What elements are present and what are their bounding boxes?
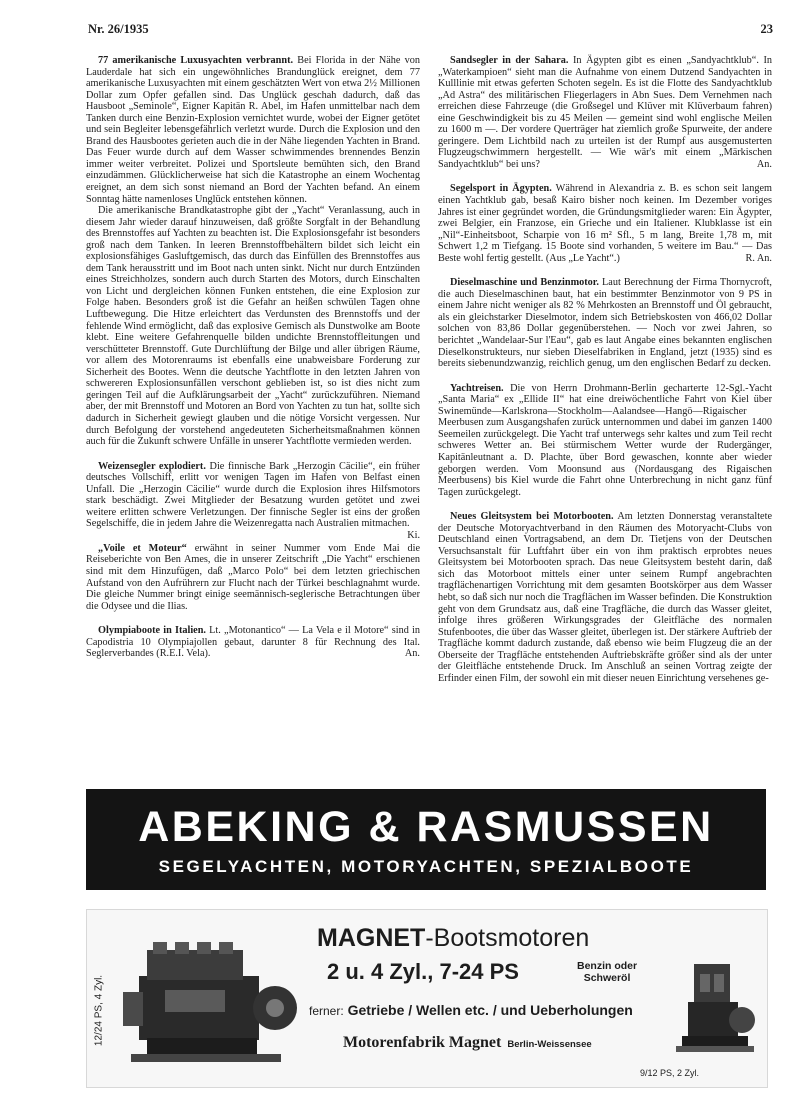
- ad-vertical-caption: 12/24 PS, 4 Zyl.: [93, 974, 105, 1047]
- article-body: Während in Alexandria z. B. es schon seit langem einen Yachtklub gab, besaß Kairo bisher noch keinen. Im Dezember voriges Jahres ist einer gegründet worden, die Gründungsmitglieder waren: Ein Ägypter, zwei Belgier, ein Franzose, ein Grieche und ein Italiener. Klubklasse ist ein „Nil“-Einheitsboot, Scharpie von 16 m² Sfl., 5 m lang, Breite 1,78 m, mit Schwert 1,2 m Tiefgang. 15 Boote sind vorhanden, 5 weitere im Bau.“ — Das Beste wohl fertig gestellt. (Aus „Le Yacht“.): [438, 183, 772, 264]
- page-number: 23: [760, 22, 773, 36]
- article-weizensegler: [86, 460, 421, 541]
- article-title: Neues Gleitsystem bei Motorbooten.: [450, 511, 614, 523]
- article-body: Laut Berechnung der Firma Thornycroft, die auch Dieselmaschinen baut, hat ein bestimmter Benzinmotor von 9 PS in einem Jahre nicht weniger als 82 % Mehrkosten an Brennstoff und Öl gebraucht, als ein gleichstarker Dieselmotor, indem sich Betriebskosten von 466,02 Dollar solchen von 83,86 Dollar gegenüberstehen. — Noch vor zwei Jahren, so berichtet „Wandelaar-Sur l'Eau“, gab es laut Angabe eines bekannten englischen Dieselkonstrukteurs, nur sieben Dieselfabriken in England, jetzt (1935) sind es bereits siebenundzwanzig, reichlich genug, um den englischen Bedarf zu decken.: [438, 277, 772, 370]
- article-gleitsystem: [438, 511, 772, 684]
- issue-number: Nr. 26/1935: [88, 22, 149, 36]
- abeking-rasmussen-ad: [86, 789, 766, 890]
- article-sandsegler: [438, 55, 772, 170]
- article-brandkatastrophe: [86, 205, 420, 447]
- article-title: Olympiaboote in Italien.: [98, 625, 206, 637]
- article-body: Die finnische Bark „Herzogin Cäcilie“, ein früher deutsches Vollschiff, erlitt vor wenigen Tagen im Hafen von Belfast einen Unfall. Die „Herzogin Cäcilie“ wurde durch die Explosion ihres Hilfsmotors stark beschädigt. Zwei Mitglieder der Besatzung wurden getötet und zwei weitere erlitten schwere Verletzungen. Der finnische Segler ist eins der großen Segelschiffe, die in jedem Jahre die Weizenregatta nach Australien mitmachen.: [86, 460, 421, 530]
- article-yachtreisen: [438, 383, 772, 498]
- magnet-motor-ad: [86, 909, 768, 1088]
- article-body: erwähnt in seiner Nummer vom Ende Mai die Reiseberichte von Ben Ames, die in unserer Zeitschrift „Die Yacht“ erschienen sind mit dem Hinzufügen, daß „Marco Polo“ bei dem letzten griechischen Aufstand von den Aufrührern zur Flucht nach der Türkei beschlagnahmt wurde. Die gleiche Nummer bringt einige seemännisch-seglerische Betrachtungen über die Odysee und die Ilias.: [86, 542, 421, 612]
- ad-products: ferner: Getriebe / Wellen etc. / und Ueberholungen: [309, 1002, 633, 1018]
- engine-2cyl-illustration: [672, 958, 760, 1064]
- article-body: Lt. „Motonantico“ — La Vela e il Motore“ sind in Capodistria 10 Olympiajollen gebaut, darunter 8 für Rechnung des Ital. Seglerverbandes (R.E.I. Vela).: [86, 625, 420, 660]
- article-voile-moteur: [86, 543, 420, 612]
- ad-company: Motorenfabrik Magnet Berlin-Weissensee: [343, 1034, 592, 1051]
- ad-company-name: ABEKING & RASMUSSEN: [138, 803, 714, 851]
- ad-cylinders-power: 2 u. 4 Zyl., 7-24 PS: [327, 959, 519, 984]
- ad-brand: MAGNET-Bootsmotoren: [317, 924, 590, 952]
- ad-tagline: SEGELYACHTEN, MOTORYACHTEN, SPEZIALBOOTE: [158, 857, 694, 876]
- article-title: 77 amerikanische Luxusyachten verbrannt.: [98, 55, 294, 66]
- article-luxusyachten: [86, 55, 420, 205]
- article-title: Segelsport in Ägypten.: [450, 183, 552, 195]
- article-title: „Voile et Moteur“: [98, 542, 187, 554]
- article-body: Am letzten Donnerstag veranstaltete der Deutsche Motoryachtverband in den Räumen des Motoryacht-Clubs von Deutschland einen Vortragsabend, an dem Dr. Tietjens von der Deutschen Versuchsanstalt für Luftfahrt über ein von ihm praktisch erprobtes neues Gleitsystem bei Motorbooten sprach. Das neue Gleitsystem besteht darin, daß sich das Motorboot mittels einer unter seinem Rumpf angebrachten tragflächenartigen Vorrichtung mit dem gesamten Bootskörper aus dem Wasser hebt, so daß sich nur noch die Tragflächen im Wasser befinden. Die Konstruktion geht von dem Grundsatz aus, daß eine Tragfläche, die durch das Wasser gleitet, infolge ihres größeren Wirkungsgrades der Gleitfläche des normalen Stufenbootes, die über das Wasser gleitet, überlegen ist. Der stärkere Auftrieb der Tragfläche kommt dadurch zustande, daß ebenso wie beim Flugzeug die an der Oberseite der Tragfläche entstehenden Auftriebskräfte größer sind als der unter der Gleitfläche entstehende Druck. Im Anschluß an seinen Vortrag zeigte der Erfinder einen Film, der sowohl ein mit dieser neuen Einrichtung versehenes ge-: [438, 511, 773, 684]
- article-signature: An.: [756, 158, 772, 170]
- article-body: Die von Herrn Drohmann-Berlin gecharterte 12-Sgl.-Yacht „Santa Maria“ ex „Ellide II“ hat eine dreiwöchentliche Fahrt von Kiel über Swinemünde—Karlskrona—Stockholm—Aalandsee—Hangö—Rigaischer Meerbusen zum Ausgangshafen zurück unternommen und dabei im ganzen 1400 Seemeilen zurückgelegt. Die Yacht traf unterwegs sehr kaltes und zum Teil recht schweres Wetter an. Bei stürmischem Wetter wurde der Rudergänger, Kapitänleutnant a. D. Plachte, über Bord gewaschen, konnte aber wieder geborgen werden. Vom Moonsund aus (Nordausgang des Rigaischen Meerbusens) bis Kiel wurde die Fahrt ohne Unterbrechung in nicht ganz fünf Tagen zurückgelegt.: [438, 382, 773, 498]
- article-body: In Ägypten gibt es einen „Sandyachtklub“. In „Waterkampioen“ sieht man die Aufnahme von einem Dutzend Sandyachten in Kulllinie mit etwas geferten Schoten segeln. Es ist die Flotte des Sandyachtklub „Ad Astra“ des militärischen Fliegerlagers in Abn Sues. Dem Vernehmen nach erreichen diese Fahrzeuge (die Großsegel und Klüver mit Klüverbaum fahren) eine Geschwindigkeit bis zu 45 Meilen — gemeint sind wohl englische Meilen zu 1600 m —. Der vordere Querträger hat ziemlich große Spurweite, der andere geringere. Dem Lichtbild nach zu urteilen ist der Rumpf aus ausgemusterten Flugzeugschwimmern hergestellt. — Wie wär's mit einem „Märkischen Sandyachtklub“ bei uns?: [438, 55, 773, 170]
- engine-4cyl-illustration: [117, 938, 303, 1078]
- article-segelsport: [438, 183, 772, 264]
- article-diesel: [438, 277, 772, 369]
- article-title: Sandsegler in der Sahara.: [450, 55, 569, 66]
- article-title: Weizensegler explodiert.: [98, 460, 206, 472]
- ad-engine-caption: 9/12 PS, 2 Zyl.: [640, 1068, 700, 1078]
- article-title: Yachtreisen.: [450, 382, 504, 394]
- article-body: Die amerikanische Brandkatastrophe gibt der „Yacht“ Veranlassung, auch in diesem Jahr wieder darauf hinzuweisen, daß größte Sorgfalt in der Behandlung des Brennstoffes auf Yachten zu beachten ist. Die Explosionsgefahr ist besonders groß nach dem Tanken. In leeren Brennstoffbehältern bildet sich leicht ein explosionsfähiges Gasluftgemisch, das durch das Einfüllen des Brennstoffes aus dem Tank herausstritt und im Boot nach unten sinkt. Nicht nur durch Entzünden eines Streichholzes, sondern auch durch Starten des Motors, durch Einschalten von Licht und dergleichen können Funken entstehen, die eine Explosion zur Folge haben. Besonders groß ist die Gefahr an heißen schwülen Tagen ohne Luftbewegung. Die Hitze erleichtert das Verdunsten des Brennstoffs und der fehlende Wind ermöglicht, daß das explosive Gemisch als Dunstwolke am Boote klebt. Eine weitere Gefahrenquelle bilden undichte Brennstoffleitungen und verschütteter Brennstoff. Gute Durchlüftung der Bilge und aller übrigen Räume, vor allem des Motorenraums ist ebenfalls eine unabweisbare Forderung zur Sicherheit des Bootes. Wenn die deutsche Yachtflotte in den letzten Jahren von schwereren Explosionsunfällen verschont geblieben ist, so ist dies nicht zum geringen Teil auf die Aufklärungsarbeit der „Yacht“ zurückzuführen. Niemand aber, der mit Brennstoff und Motoren an Bord von Yachten zu tun hat, sollte sich dadurch in Sicherheit gewiegt glauben und die nötige Vorsicht vergessen. Nur durch Befolgung der vorstehend angedeuteten Sicherheitsmaßnahmen können auch für die Zukunft schwere Unfälle in unserer Yachtflotte vermieden werden.: [86, 205, 420, 448]
- article-body: Bei Florida in der Nähe von Lauderdale hat sich ein ungewöhnliches Brandunglück ereignet, dem 77 amerikanische Luxusyachten mit einem geschätzten Wert von etwa 2½ Millionen Dollar zum Opfer gefallen sind. Das Unglück geschah dadurch, daß das Hausboot „Seminole“, Eigner Kapitän R. Abel, im Hafen unmittelbar nach dem Tanken durch eine Benzin-Explosion vernichtet wurde, wobei der Eigner getötet und sein Begleiter lebensgefährlich verletzt wurde. Durch die Explosion und den Brand des Hausbootes gerieten auch die in der Nähe liegenden Yachten in Brand. Das Feuer wurde durch auf dem Wasser schwimmendes brennendes Benzin immer weiter verbreitet. Polizei und Sportsleute bemühten sich, den Brand einzudämmen. Glücklicherweise hat sich die Katastrophe an einem Wochentag ereignet, an dem sich sonst niemand an Bord der Yachten befand. An einem Sonntag hätte namenloses Unglück entstehen können.: [86, 55, 421, 205]
- article-signature: Ki.: [407, 529, 420, 541]
- ad-fuel: Benzin oder Schweröl: [577, 960, 638, 984]
- article-signature: An.: [404, 648, 420, 660]
- left-column: [86, 55, 420, 660]
- right-column: [438, 55, 772, 684]
- article-olympiaboote: [86, 625, 420, 660]
- article-signature: R. An.: [745, 252, 772, 264]
- article-title: Dieselmaschine und Benzinmotor.: [450, 277, 599, 289]
